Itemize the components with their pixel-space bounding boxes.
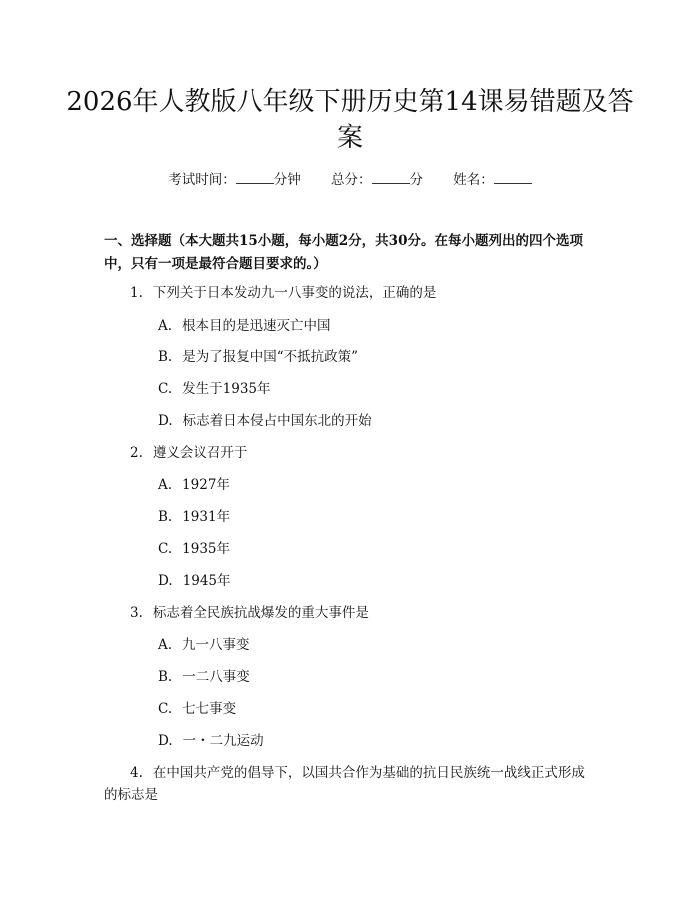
option-text: 是为了报复中国“不抵抗政策”	[182, 349, 359, 365]
question-3-option-d	[158, 729, 264, 749]
student-name-blank	[494, 171, 532, 184]
question-3-option-c	[158, 697, 236, 717]
option-text: 1927年	[182, 477, 230, 493]
section-heading: 一、选择题（本大题共15小题，每小题2分，共30分。在每小题列出的四个选项中，只有一项是最符合题目要求的。）	[104, 233, 583, 272]
option-letter: B.	[158, 669, 173, 685]
option-text: 根本目的是迅速灭亡中国	[182, 318, 331, 334]
option-letter: C.	[158, 381, 173, 397]
question-number: 4.	[130, 765, 143, 781]
option-letter: D.	[158, 413, 173, 429]
option-letter: A.	[158, 637, 173, 653]
question-2	[130, 441, 247, 461]
document-title: 2026年人教版八年级下册历史第14课易错题及答案	[66, 87, 634, 153]
option-letter: A.	[158, 477, 173, 493]
option-text: 七七事变	[182, 701, 237, 717]
option-letter: B.	[158, 509, 173, 525]
student-name-field	[453, 168, 532, 188]
question-number: 2.	[130, 445, 143, 461]
option-letter: A.	[158, 318, 173, 334]
question-3-option-b	[158, 665, 250, 685]
exam-info-bar	[0, 168, 700, 188]
question-2-option-b	[158, 505, 230, 525]
option-letter: D.	[158, 733, 173, 749]
question-3-option-a	[158, 633, 250, 653]
total-score-label: 总分：	[331, 172, 372, 188]
option-letter: C.	[158, 541, 173, 557]
question-1	[130, 281, 436, 301]
question-1-option-d	[158, 409, 372, 429]
question-number: 1.	[130, 285, 143, 301]
question-text: 标志着全民族抗战爆发的重大事件是	[152, 605, 369, 621]
exam-time-field	[168, 168, 301, 188]
option-text: 标志着日本侵占中国东北的开始	[182, 413, 372, 429]
question-1-option-a	[158, 314, 331, 334]
exam-time-unit: 分钟	[273, 172, 301, 188]
question-text: 遵义会议召开于	[152, 445, 248, 461]
question-2-option-a	[158, 473, 230, 493]
option-text: 1935年	[182, 541, 230, 557]
option-text: 1931年	[182, 509, 231, 525]
question-text: 下列关于日本发动九一八事变的说法，正确的是	[152, 285, 437, 301]
option-text: 1945年	[182, 573, 231, 589]
option-letter: D.	[158, 573, 173, 589]
option-text: 发生于1935年	[182, 381, 271, 397]
student-name-label: 姓名：	[453, 172, 494, 188]
total-score-blank	[372, 171, 410, 184]
question-2-option-d	[158, 569, 231, 589]
question-3	[130, 601, 369, 621]
exam-time-blank	[236, 171, 274, 184]
question-4	[104, 762, 594, 806]
question-2-option-c	[158, 537, 230, 557]
option-text: 一二八事变	[182, 669, 250, 685]
option-text: 九一八事变	[182, 637, 250, 653]
option-letter: C.	[158, 701, 173, 717]
question-1-option-b	[158, 345, 358, 365]
total-score-unit: 分	[409, 172, 423, 188]
option-text: 一・二九运动	[182, 733, 264, 749]
total-score-field	[331, 168, 423, 188]
question-number: 3.	[130, 605, 143, 621]
option-letter: B.	[158, 349, 173, 365]
question-text: 在中国共产党的倡导下，以国共合作为基础的抗日民族统一战线正式形成的标志是	[104, 765, 585, 803]
exam-time-label: 考试时间：	[168, 172, 236, 188]
question-1-option-c	[158, 377, 271, 397]
